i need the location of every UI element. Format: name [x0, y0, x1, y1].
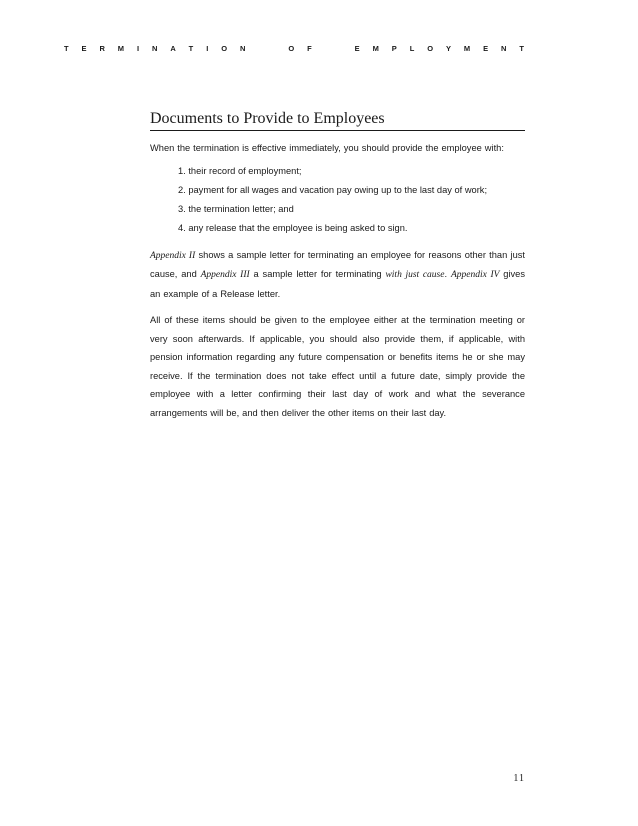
header-letter: M: [463, 44, 471, 53]
header-letter: F: [307, 44, 312, 53]
just-cause-emphasis: with just cause: [385, 270, 445, 280]
running-header: [64, 44, 524, 53]
paragraph-text: a sample letter for terminating: [249, 269, 386, 279]
header-spacer: [325, 44, 327, 53]
header-letter: R: [99, 44, 105, 53]
section-title: Documents to Provide to Employees: [150, 110, 525, 131]
list-item: 1. their record of employment;: [178, 165, 302, 176]
appendix-iii-reference: Appendix III: [200, 270, 250, 280]
header-letter: E: [81, 44, 87, 53]
delivery-paragraph: All of these items should be given to the employee either at the termination meeting or very soon afterwards. If applicable, you should also provide them, if applicable, with pension information regarding any future compensation or benefits items he or she may receive. If the termination does not take effect until a future date, simply provide the employee with a letter confirming their last day of work and what the severance arrangements will be, and then deliver the other items on their last day.: [150, 315, 525, 418]
header-letter: N: [151, 44, 158, 53]
intro-paragraph: When the termination is effective immediately, you should provide the employee with:: [150, 143, 504, 153]
paragraph-text: .: [444, 269, 451, 279]
documents-list: [150, 162, 525, 238]
header-letter: T: [64, 44, 69, 53]
header-letter: M: [372, 44, 379, 53]
header-letter: T: [519, 44, 524, 53]
main-content: [150, 110, 525, 422]
header-letter: I: [136, 44, 140, 53]
header-spacer: [258, 44, 260, 53]
appendix-paragraph: [150, 246, 525, 304]
header-letter: L: [409, 44, 415, 53]
appendix-ii-reference: Appendix II: [150, 250, 196, 261]
header-letter: P: [391, 44, 397, 53]
appendix-iv-reference: Appendix IV: [450, 270, 500, 280]
list-item: 3. the termination letter; and: [178, 203, 294, 214]
header-letter: O: [427, 44, 434, 53]
header-letter: Y: [445, 44, 451, 53]
header-letter: N: [501, 44, 507, 53]
header-letter: E: [354, 44, 360, 53]
header-letter: N: [239, 44, 246, 53]
header-letter: O: [221, 44, 228, 53]
header-letter: A: [170, 44, 176, 53]
list-item: 2. payment for all wages and vacation pay owing up to the last day of work;: [178, 184, 488, 195]
page-number: 11: [513, 773, 525, 784]
paragraph-text: shows a sample letter for terminating an employee for reasons other than just cause, and: [150, 249, 525, 279]
header-letter: E: [483, 44, 489, 53]
paragraph-text: gives an example of a Release letter.: [150, 269, 525, 299]
header-letter: T: [188, 44, 194, 53]
header-letter: M: [117, 44, 125, 53]
header-letter: I: [206, 44, 209, 53]
header-spacer: [273, 44, 275, 53]
header-spacer: [340, 44, 342, 53]
list-item: 4. any release that the employee is being asked to sign.: [178, 222, 408, 233]
header-letter: O: [288, 44, 295, 53]
